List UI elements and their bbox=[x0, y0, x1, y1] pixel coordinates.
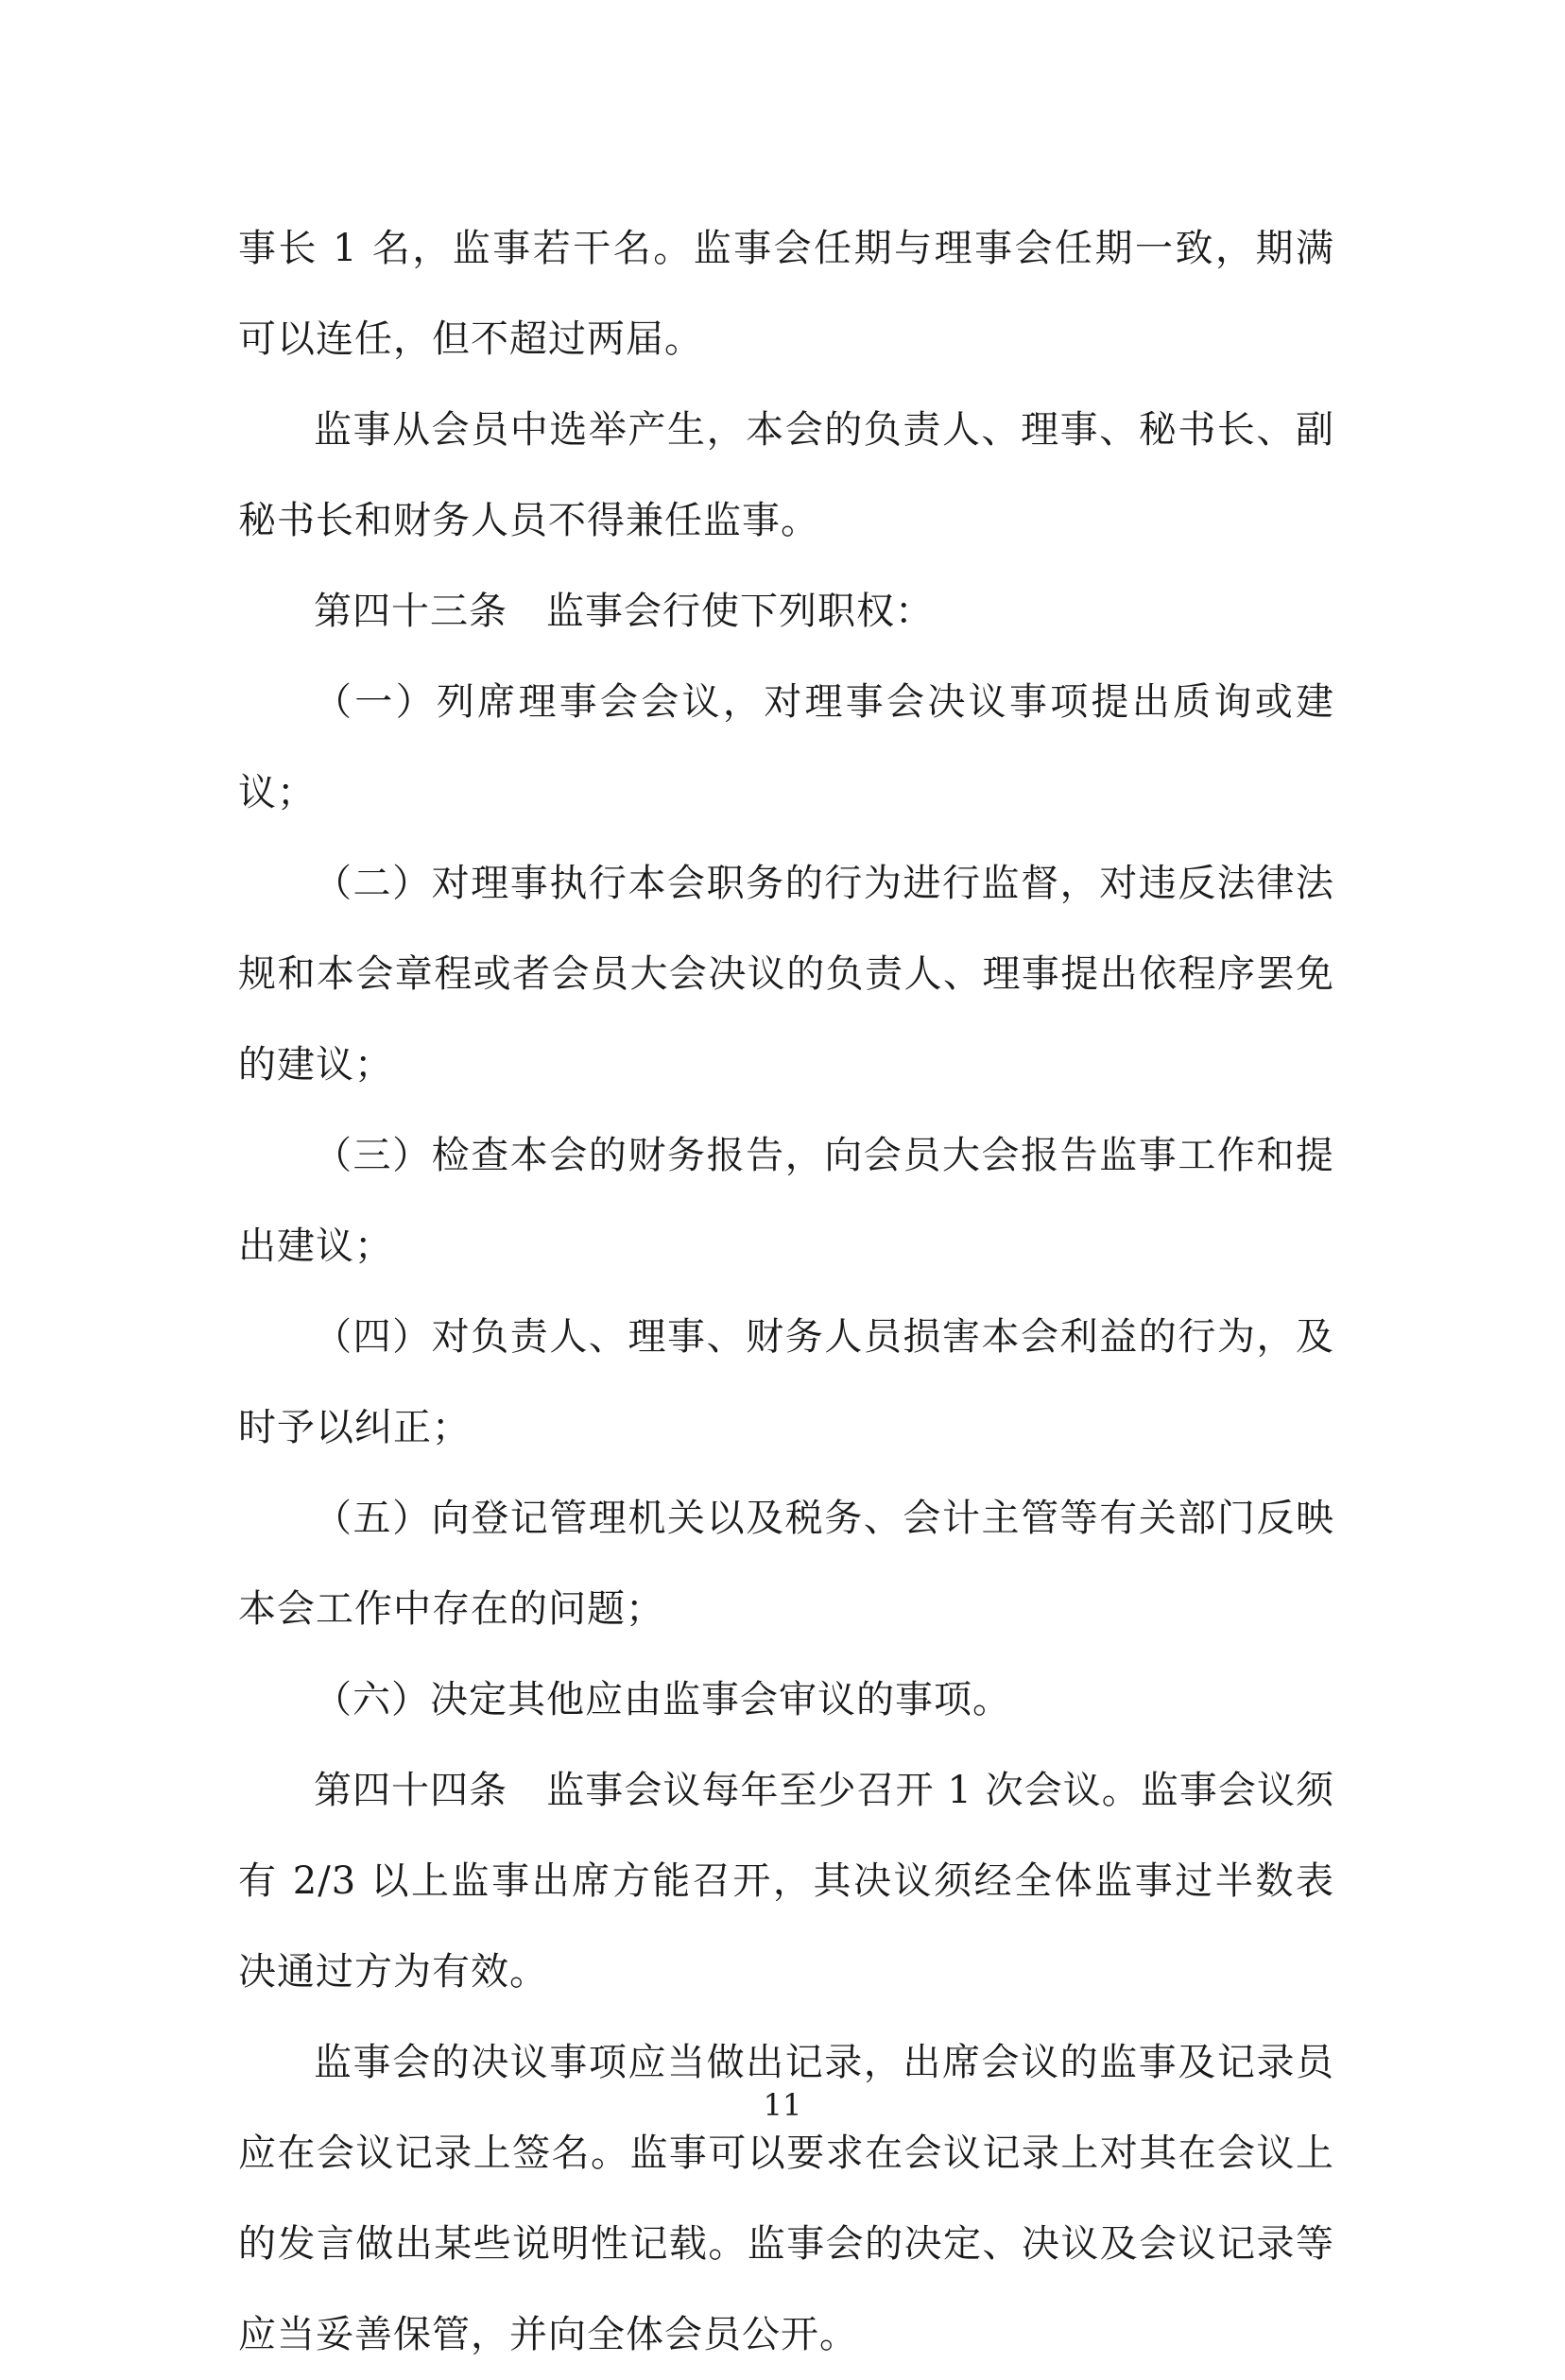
paragraph-article-43-item-6: （六）决定其他应由监事会审议的事项。 bbox=[314, 1678, 1011, 1721]
paragraph-supervisor-election: 监事从会员中选举产生，本会的负责人、理事、秘书长、副秘书长和财务人员不得兼任监事。 bbox=[238, 408, 1334, 542]
paragraph-article-43-item-4: （四）对负责人、理事、财务人员损害本会利益的行为，及时予以纠正； bbox=[238, 1315, 1334, 1449]
paragraph-article-43-item-3: （三）检查本会的财务报告，向会员大会报告监事工作和提出建议； bbox=[238, 1134, 1334, 1268]
paragraph-article-43-item-5: （五）向登记管理机关以及税务、会计主管等有关部门反映本会工作中存在的问题； bbox=[238, 1497, 1334, 1631]
paragraph-continuation: 事长 1 名，监事若干名。监事会任期与理事会任期一致，期满可以连任，但不超过两届。 bbox=[238, 227, 1334, 361]
paragraph-meeting-records: 监事会的决议事项应当做出记录，出席会议的监事及记录员应在会议记录上签名。监事可以要求在会议记录上对其在会议上的发言做出某些说明性记载。监事会的决定、决议及会议记录等应当妥善保管，并向全体会员公开。 bbox=[238, 2041, 1334, 2356]
page-number: 11 bbox=[763, 2087, 802, 2123]
paragraph-article-43-item-2: （二）对理事执行本会职务的行为进行监督，对违反法律法规和本会章程或者会员大会决议的负责人、理事提出依程序罢免的建议； bbox=[238, 862, 1334, 1087]
paragraph-article-43-item-1: （一）列席理事会会议，对理事会决议事项提出质询或建议； bbox=[238, 680, 1334, 814]
paragraph-article-43: 第四十三条 监事会行使下列职权： bbox=[314, 590, 934, 633]
document-body bbox=[238, 203, 1334, 2380]
paragraph-article-44: 第四十四条 监事会议每年至少召开 1 次会议。监事会议须有 2/3 以上监事出席方能召开，其决议须经全体监事过半数表决通过方为有效。 bbox=[238, 1769, 1334, 1994]
